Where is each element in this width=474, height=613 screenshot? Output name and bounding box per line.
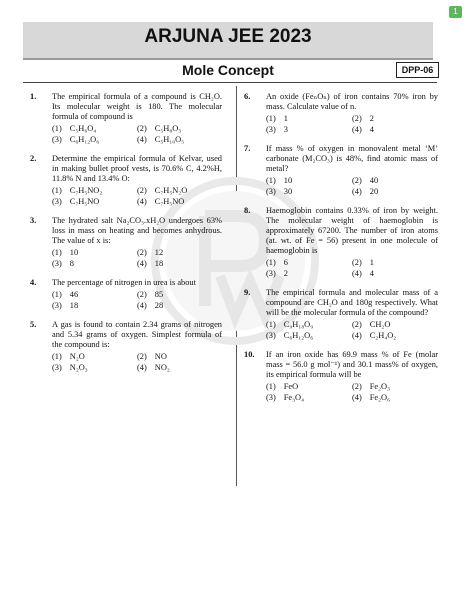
option-label: (2) — [352, 114, 362, 123]
question-text: The empirical formula and molecular mass of a compound are CH₂O and 180g respectively. What will be the molecular formula of the compound? — [266, 288, 438, 317]
option-text: 18 — [69, 301, 79, 310]
option-label: (3) — [52, 301, 62, 310]
options-grid — [266, 258, 438, 279]
options-grid — [52, 124, 222, 145]
option-item — [52, 197, 137, 207]
option-item — [352, 258, 438, 268]
option-item — [352, 125, 438, 135]
option-text: C₆H₁₂O₆ — [69, 135, 100, 144]
option-label: (4) — [352, 393, 362, 402]
option-label: (1) — [266, 176, 276, 185]
option-text: N₂O — [69, 352, 85, 361]
option-item — [52, 124, 137, 134]
question-number: 9. — [244, 288, 251, 297]
option-item — [352, 269, 438, 279]
question-number: 2. — [30, 154, 37, 163]
option-text: Fe₂O₃ — [369, 382, 391, 391]
option-label: (2) — [137, 248, 147, 257]
option-item — [52, 259, 137, 269]
question-text: If an iron oxide has 69.9 mass % of Fe (molar mass = 56.0 g mol⁻¹) and 30.1 mass% of oxygen, its empirical formula will be — [266, 350, 438, 379]
option-label: (4) — [352, 331, 362, 340]
option-label: (1) — [266, 320, 276, 329]
option-item — [266, 258, 352, 268]
option-text: 30 — [283, 187, 293, 196]
option-label: (3) — [266, 125, 276, 134]
option-item — [266, 176, 352, 186]
question-number: 5. — [30, 320, 37, 329]
option-item — [52, 301, 137, 311]
question-item — [244, 92, 438, 135]
option-item — [352, 187, 438, 197]
question-text: If mass % of oxygen in monovalent metal ‘M’ carbonate (M₂CO₃) is 48%, find atomic mass of metal? — [266, 144, 438, 173]
option-text: C₅H₁₀O₅ — [154, 135, 185, 144]
option-item — [266, 187, 352, 197]
option-label: (1) — [266, 382, 276, 391]
option-text: 4 — [369, 125, 374, 134]
option-text: 6 — [283, 258, 288, 267]
options-grid — [52, 290, 222, 311]
option-item — [137, 363, 222, 373]
option-text: 85 — [154, 290, 164, 299]
option-item — [352, 331, 438, 341]
option-item — [266, 331, 352, 341]
option-item — [137, 197, 222, 207]
option-text: Fe₃O₄ — [283, 393, 305, 402]
page-number-badge: 1 — [449, 6, 462, 18]
option-label: (3) — [266, 269, 276, 278]
question-item — [244, 206, 438, 279]
option-label: (3) — [266, 187, 276, 196]
option-label: (2) — [352, 320, 362, 329]
option-item — [137, 301, 222, 311]
options-grid — [266, 114, 438, 135]
option-label: (4) — [352, 187, 362, 196]
right-column — [244, 92, 438, 412]
option-item — [352, 393, 438, 403]
question-text: The percentage of nitrogen in urea is about — [52, 278, 196, 287]
option-item — [266, 269, 352, 279]
question-item — [30, 92, 222, 145]
option-item — [266, 125, 352, 135]
option-text: 46 — [69, 290, 79, 299]
option-text: 28 — [154, 301, 164, 310]
option-text: 20 — [369, 187, 379, 196]
option-text: 10 — [283, 176, 293, 185]
question-item — [244, 144, 438, 197]
option-text: Fe₂O₆ — [369, 393, 391, 402]
option-text: NO₂ — [154, 363, 170, 372]
option-text: 1 — [369, 258, 374, 267]
option-label: (4) — [137, 197, 147, 206]
option-text: NO — [154, 352, 167, 361]
question-text: An oxide (FeₙOₙ) of iron contains 70% iron by mass. Calculate value of n. — [266, 92, 438, 111]
question-item — [244, 350, 438, 403]
option-label: (3) — [52, 135, 62, 144]
option-text: C₇H₅NO — [154, 197, 185, 206]
options-grid — [52, 186, 222, 207]
option-item — [352, 114, 438, 124]
option-item — [137, 352, 222, 362]
question-number: 10. — [244, 350, 255, 359]
topic-title: Mole Concept — [182, 62, 274, 78]
option-item — [266, 393, 352, 403]
option-label: (2) — [352, 382, 362, 391]
option-item — [266, 114, 352, 124]
option-text: 1 — [283, 114, 288, 123]
question-item — [30, 278, 222, 311]
option-text: FeO — [283, 382, 299, 391]
option-item — [266, 320, 352, 330]
option-text: C₅H₆O₄ — [69, 124, 97, 133]
dpp-badge: DPP-06 — [396, 62, 439, 78]
option-text: C₅H₈O₃ — [154, 124, 182, 133]
option-label: (2) — [137, 186, 147, 195]
option-text: 40 — [369, 176, 379, 185]
question-number: 8. — [244, 206, 251, 215]
option-item — [52, 352, 137, 362]
question-number: 6. — [244, 92, 251, 101]
option-label: (4) — [352, 125, 362, 134]
option-label: (2) — [352, 176, 362, 185]
option-item — [137, 124, 222, 134]
option-label: (3) — [266, 393, 276, 402]
option-item — [52, 186, 137, 196]
option-item — [137, 135, 222, 145]
option-text: 2 — [369, 114, 374, 123]
option-text: C₇H₅N₂O — [154, 186, 188, 195]
question-text: The empirical formula of a compound is CH₂O. Its molecular weight is 180. The molecular formula of compound is — [52, 92, 222, 121]
option-text: C₂H₄O₂ — [369, 331, 397, 340]
option-text: 3 — [283, 125, 288, 134]
option-text: 12 — [154, 248, 164, 257]
option-text: 8 — [69, 259, 74, 268]
option-label: (1) — [266, 114, 276, 123]
options-grid — [52, 248, 222, 269]
option-label: (4) — [352, 269, 362, 278]
option-label: (3) — [266, 331, 276, 340]
option-text: 10 — [69, 248, 79, 257]
option-label: (3) — [52, 363, 62, 372]
question-text: Haemoglobin contains 0.33% of iron by weight. The molecular weight of haemoglobin is approximately 67200. The number of iron atoms (at. wt. of Fe = 56) present in one molecule of haemoglobin is — [266, 206, 438, 255]
option-text: C₇H₅NO₂ — [69, 186, 103, 195]
option-text: CH₂O — [369, 320, 391, 329]
question-number: 7. — [244, 144, 251, 153]
option-item — [137, 290, 222, 300]
option-label: (4) — [137, 259, 147, 268]
option-item — [137, 248, 222, 258]
option-label: (4) — [137, 301, 147, 310]
option-label: (2) — [137, 124, 147, 133]
option-item — [352, 382, 438, 392]
option-item — [266, 382, 352, 392]
question-number: 3. — [30, 216, 37, 225]
option-text: C₉H₁₈O₉ — [283, 320, 314, 329]
option-text: 18 — [154, 259, 164, 268]
option-item — [52, 135, 137, 145]
option-label: (3) — [52, 259, 62, 268]
options-grid — [52, 352, 222, 373]
header-rule — [23, 82, 437, 83]
option-label: (4) — [137, 363, 147, 372]
question-item — [30, 320, 222, 373]
option-text: 4 — [369, 269, 374, 278]
question-item — [30, 154, 222, 207]
question-number: 1. — [30, 92, 37, 101]
question-item — [30, 216, 222, 269]
options-grid — [266, 382, 438, 403]
option-label: (4) — [137, 135, 147, 144]
option-label: (1) — [52, 124, 62, 133]
option-label: (1) — [266, 258, 276, 267]
option-label: (3) — [52, 197, 62, 206]
option-label: (1) — [52, 186, 62, 195]
option-text: N₂O₃ — [69, 363, 88, 372]
option-label: (1) — [52, 248, 62, 257]
option-item — [137, 186, 222, 196]
question-number: 4. — [30, 278, 37, 287]
option-item — [352, 320, 438, 330]
page-title: ARJUNA JEE 2023 — [144, 26, 312, 47]
option-item — [52, 363, 137, 373]
option-item — [352, 176, 438, 186]
option-label: (1) — [52, 352, 62, 361]
option-item — [137, 259, 222, 269]
left-column — [30, 92, 222, 382]
options-grid — [266, 320, 438, 341]
options-grid — [266, 176, 438, 197]
question-text: A gas is found to contain 2.34 grams of nitrogen and 5.34 grams of oxygen. Simplest formula of the compound is: — [52, 320, 222, 349]
option-text: C₇H₅NO — [69, 197, 100, 206]
question-text: Determine the empirical formula of Kelvar, used in making bullet proof vests, is 70.6% C, 4.2%H, 11.8% N and 13.4% O: — [52, 154, 222, 183]
option-label: (2) — [137, 352, 147, 361]
option-text: C₆H₁₂O₆ — [283, 331, 314, 340]
option-text: 2 — [283, 269, 288, 278]
question-text: The hydrated salt Na₂CO₃.xH₂O undergoes 63% loss in mass on heating and becomes anhydrous. The value of x is: — [52, 216, 222, 245]
option-item — [52, 248, 137, 258]
option-label: (2) — [137, 290, 147, 299]
option-item — [52, 290, 137, 300]
option-label: (1) — [52, 290, 62, 299]
question-item — [244, 288, 438, 341]
option-label: (2) — [352, 258, 362, 267]
